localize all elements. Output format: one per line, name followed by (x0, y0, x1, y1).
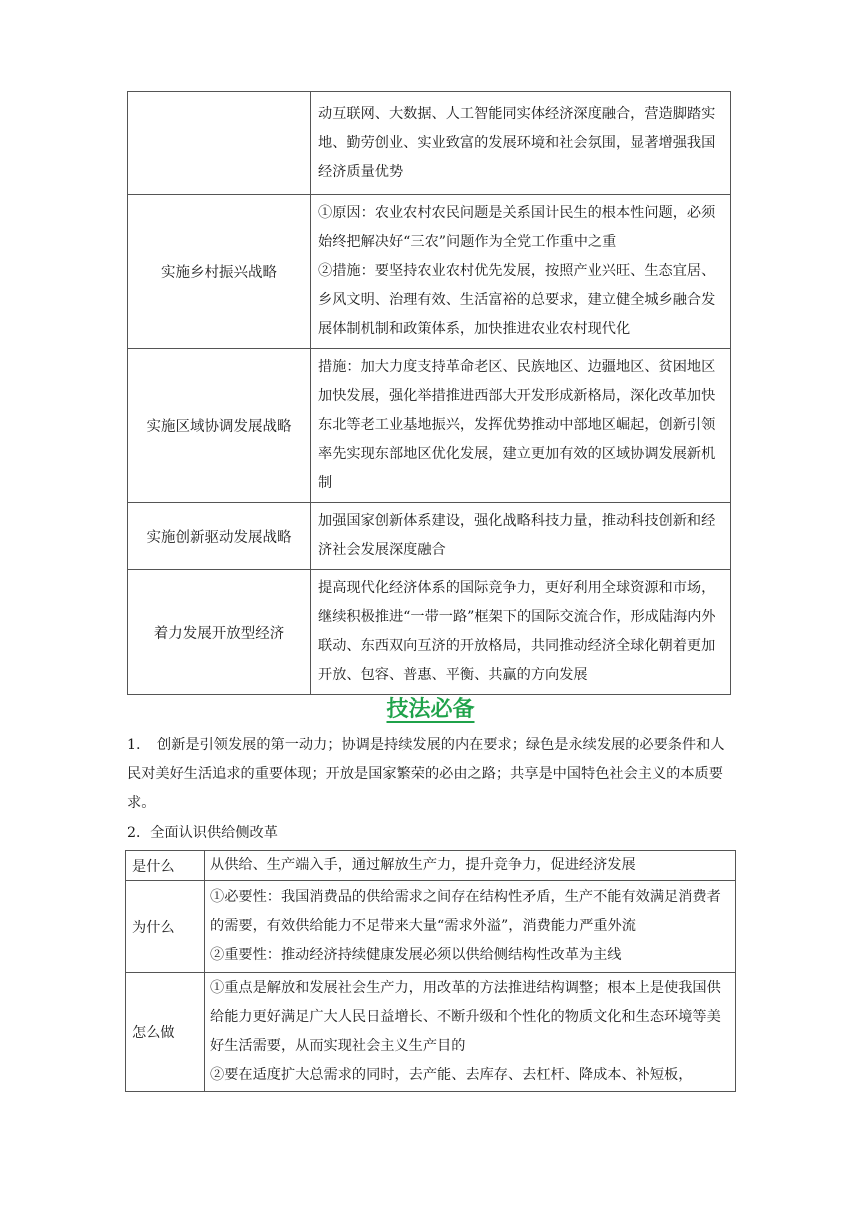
table-row (128, 92, 731, 195)
row-label: 着力发展开放型经济 (128, 570, 311, 695)
row-label (128, 92, 311, 195)
row-content: 加强国家创新体系建设，强化战略科技力量，推动科技创新和经济社会发展深度融合 (311, 503, 731, 570)
row-content: ①原因：农业农村农民问题是关系国计民生的根本性问题，必须始终把解决好“三农”问题作为全党工作重中之重 ②措施：要坚持农业农村优先发展，按照产业兴旺、生态宜居、乡风文明、治理有效、生活富裕的总要求，建立健全城乡融合发展体制机制和政策体系，加快推进农业农村现代化 (311, 195, 731, 349)
supply-side-table (125, 850, 736, 1092)
row-content: 提高现代化经济体系的国际竞争力，更好利用全球资源和市场，继续积极推进“一带一路”框架下的国际交流合作，形成陆海内外联动、东西双向互济的开放格局，共同推动经济全球化朝着更加开放、包容、普惠、平衡、共赢的方向发展 (311, 570, 731, 695)
point-number: 1. (127, 737, 141, 753)
table-row (128, 349, 731, 503)
strategy-table (127, 91, 731, 695)
row-content: ①重点是解放和发展社会生产力，用改革的方法推进结构调整；根本上是使我国供给能力更好满足广大人民日益增长、不断升级和个性化的物质文化和生态环境等美好生活需要，从而实现社会主义生产目的 ②要在适度扩大总需求的同时，去产能、去库存、去杠杆、降成本、补短板， (205, 973, 736, 1092)
row-content: 从供给、生产端入手，通过解放生产力，提升竞争力，促进经济发展 (205, 851, 736, 881)
row-content: ①必要性：我国消费品的供给需求之间存在结构性矛盾，生产不能有效满足消费者的需要，有效供给能力不足带来大量“需求外溢”，消费能力严重外流 ②重要性：推动经济持续健康发展必须以供给侧结构性改革为主线 (205, 881, 736, 973)
point-text: 创新是引领发展的第一动力；协调是持续发展的内在要求；绿色是永续发展的必要条件和人民对美好生活追求的重要体现；开放是国家繁荣的必由之路；共享是中国特色社会主义的本质要求。 (127, 737, 725, 811)
row-content: 动互联网、大数据、人工智能同实体经济深度融合，营造脚踏实地、勤劳创业、实业致富的发展环境和社会氛围，显著增强我国经济质量优势 (311, 92, 731, 195)
section-heading: 技法必备 (386, 697, 475, 722)
table-row (126, 851, 736, 881)
table-row (128, 503, 731, 570)
point-2-title: 2．全面认识供给侧改革 (127, 825, 278, 841)
row-label: 为什么 (126, 881, 205, 973)
row-label: 怎么做 (126, 973, 205, 1092)
table-row (128, 570, 731, 695)
table-row (128, 195, 731, 349)
row-content: 措施：加大力度支持革命老区、民族地区、边疆地区、贫困地区加快发展，强化举措推进西部大开发形成新格局，深化改革加快东北等老工业基地振兴，发挥优势推动中部地区崛起，创新引领率先实现东部地区优化发展，建立更加有效的区域协调发展新机制 (311, 349, 731, 503)
table-row (126, 881, 736, 973)
table-row (126, 973, 736, 1092)
row-label: 实施乡村振兴战略 (128, 195, 311, 349)
row-label: 实施创新驱动发展战略 (128, 503, 311, 570)
row-label: 实施区域协调发展战略 (128, 349, 311, 503)
row-label: 是什么 (126, 851, 205, 881)
point-1-paragraph (127, 731, 733, 818)
